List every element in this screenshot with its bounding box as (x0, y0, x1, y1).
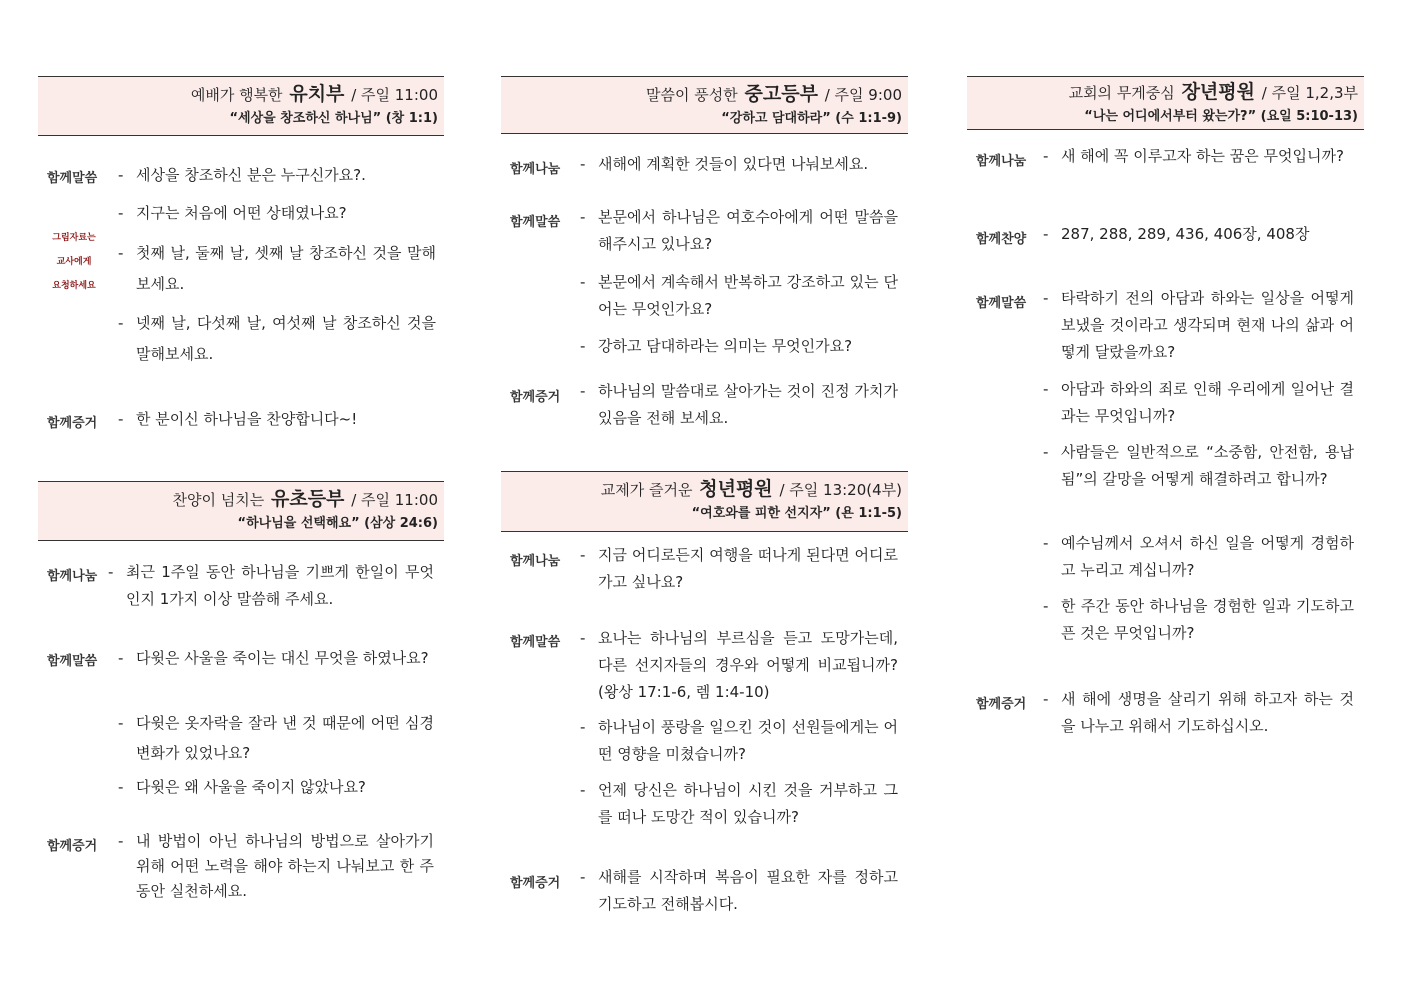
department-name: 유초등부 (270, 488, 345, 510)
section-adult (967, 76, 1364, 776)
header-prefix: 교회의 무게중심 (1068, 84, 1175, 102)
list-item: - 넷째 날, 다섯째 날, 여섯째 날 창조하신 것을 말해보세요. (118, 314, 436, 363)
sermon-title: “하나님을 선택해요” (삼상 24:6) (237, 516, 438, 531)
section-header (501, 471, 908, 532)
department-name: 청년평원 (699, 478, 773, 500)
sermon-title: “강하고 담대하라” (수 1:1-9) (721, 111, 902, 126)
section-header (501, 76, 908, 134)
list-item: - 언제 당신은 하나님이 시킨 것을 거부하고 그를 떠나 도망간 적이 있습니까? (580, 781, 898, 826)
service-time: / 주일 13:20(4부) (779, 481, 902, 499)
section-header (967, 76, 1364, 130)
list-item: - 새 해에 꼭 이루고자 하는 꿈은 무엇입니까? (1043, 147, 1344, 165)
header-prefix: 예배가 행복한 (190, 86, 283, 104)
list-item: - 본문에서 하나님은 여호수아에게 어떤 말씀을 해주시고 있나요? (580, 208, 898, 253)
list-item: - 한 주간 동안 하나님을 경험한 일과 기도하고픈 것은 무엇입니까? (1043, 597, 1354, 642)
department-name: 중고등부 (744, 83, 818, 105)
label-share: 함께나눔 (510, 554, 561, 569)
department-name: 장년평원 (1181, 81, 1255, 103)
label-witness: 함께증거 (47, 416, 98, 431)
header-prefix: 말씀이 풍성한 (646, 86, 738, 104)
list-item: - 세상을 창조하신 분은 누구신가요?. (118, 166, 366, 184)
label-witness: 함께증거 (510, 390, 561, 405)
sermon-title: “여호와를 피한 선지자” (욘 1:1-5) (691, 506, 902, 521)
list-item: - 강하고 담대하라는 의미는 무엇인가요? (580, 337, 853, 355)
list-item: - 새해를 시작하며 복음이 필요한 자를 정하고 기도하고 전해봅시다. (580, 868, 898, 913)
section-header (38, 76, 444, 136)
service-time: / 주일 11:00 (351, 491, 438, 509)
header-prefix: 교제가 즐거운 (600, 481, 693, 499)
label-share: 함께나눔 (47, 569, 98, 584)
list-item: - 다윗은 옷자락을 잘라 낸 것 때문에 어떤 심경 변화가 있었나요? (118, 714, 434, 762)
section-youth (501, 76, 908, 436)
label-word: 함께말씀 (47, 171, 98, 186)
list-item: - 하나님이 풍랑을 일으킨 것이 선원들에게는 어떤 영향을 미쳤습니까? (580, 718, 898, 763)
list-item: - 사람들은 일반적으로 “소중함, 안전함, 용납됨”의 갈망을 어떻게 해결하려고 합니까? (1043, 443, 1354, 488)
label-word: 함께말씀 (510, 215, 561, 230)
list-item: - 예수님께서 오셔서 하신 일을 어떻게 경험하고 누리고 계십니까? (1043, 534, 1354, 579)
list-item: - 본문에서 계속해서 반복하고 강조하고 있는 단어는 무엇인가요? (580, 273, 898, 318)
list-item: - 내 방법이 아닌 하나님의 방법으로 살아가기 위해 어떤 노력을 해야 하는지 나눠보고 한 주 동안 실천하세요. (118, 832, 434, 900)
department-name: 유치부 (289, 83, 345, 105)
sermon-title: “나는 어디에서부터 왔는가?” (요일 5:10-13) (1084, 109, 1358, 124)
service-time: / 주일 9:00 (824, 86, 902, 104)
list-item: - 287, 288, 289, 436, 406장, 408장 (1043, 225, 1310, 243)
list-item: - 하나님의 말씀대로 살아가는 것이 진정 가치가 있음을 전해 보세요. (580, 382, 898, 427)
list-item: - 최근 1주일 동안 하나님을 기쁘게 한일이 무엇인지 1가지 이상 말씀해 주세요. (108, 563, 434, 608)
list-item: - 새해에 계획한 것들이 있다면 나눠보세요. (580, 155, 869, 173)
list-item: - 아담과 하와의 죄로 인해 우리에게 일어난 결과는 무엇입니까? (1043, 380, 1354, 425)
section-young-adult (501, 471, 908, 921)
list-item: - 다윗은 사울을 죽이는 대신 무엇을 하였나요? (118, 649, 429, 667)
service-time: / 주일 1,2,3부 (1261, 84, 1358, 102)
label-word: 함께말씀 (510, 635, 561, 650)
label-witness: 함께증거 (47, 839, 98, 854)
header-prefix: 찬양이 넘치는 (172, 491, 265, 509)
label-word: 함께말씀 (976, 296, 1027, 311)
list-item: - 지구는 처음에 어떤 상태였나요? (118, 204, 347, 222)
section-elementary (38, 481, 444, 921)
label-witness: 함께증거 (510, 876, 561, 891)
list-item: - 첫째 날, 둘째 날, 셋째 날 창조하신 것을 말해보세요. (118, 244, 436, 293)
list-item: - 새 해에 생명을 살리기 위해 하고자 하는 것을 나누고 위해서 기도하십시오. (1043, 690, 1354, 735)
list-item: - 다윗은 왜 사울을 죽이지 않았나요? (118, 778, 366, 796)
list-item: - 요나는 하나님의 부르심을 듣고 도망가는데, 다른 선지자들의 경우와 어떻게 비교됩니까? (왕상 17:1-6, 렘 1:4-10) (580, 629, 898, 701)
sermon-title: “세상을 창조하신 하나님” (창 1:1) (229, 111, 438, 126)
list-item: - 타락하기 전의 아담과 하와는 일상을 어떻게 보냈을 것이라고 생각되며 현재 나의 삶과 어떻게 달랐을까요? (1043, 289, 1354, 361)
list-item: - 한 분이신 하나님을 찬양합니다~! (118, 410, 358, 428)
label-praise: 함께찬양 (976, 232, 1027, 247)
section-kindergarten (38, 76, 444, 436)
section-header (38, 481, 444, 541)
service-time: / 주일 11:00 (351, 86, 438, 104)
label-word: 함께말씀 (47, 654, 98, 669)
label-witness: 함께증거 (976, 697, 1027, 712)
label-share: 함께나눔 (510, 162, 561, 177)
label-share: 함께나눔 (976, 154, 1027, 169)
list-item: - 지금 어디로든지 여행을 떠나게 된다면 어디로 가고 싶나요? (580, 546, 898, 591)
note-text: 그림자료는 교사에게 요청하세요 (52, 233, 96, 291)
